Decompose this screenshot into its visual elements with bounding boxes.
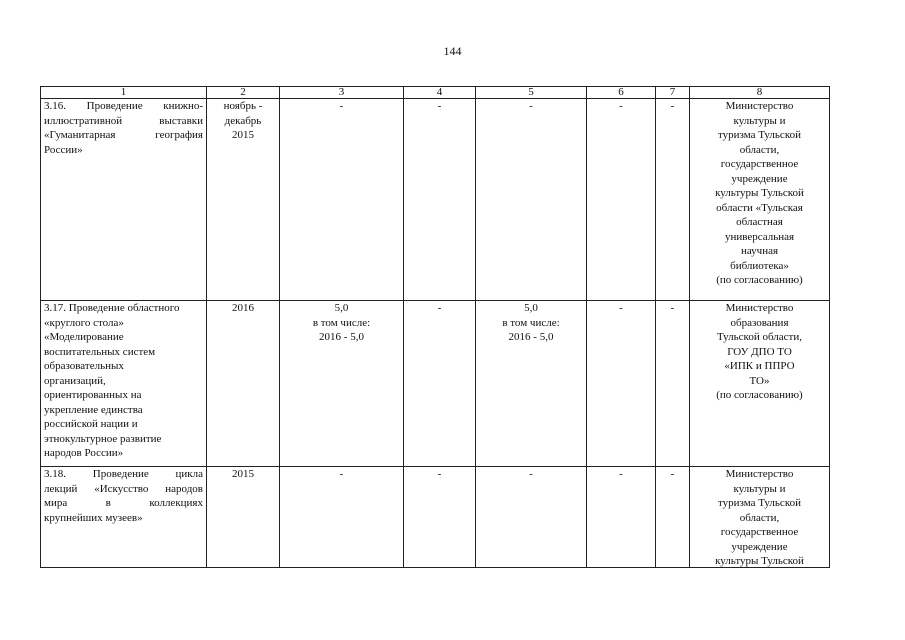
header-col-4: 4 (404, 87, 476, 99)
header-col-2: 2 (207, 87, 280, 99)
header-col-8: 8 (690, 87, 830, 99)
header-col-6: 6 (587, 87, 656, 99)
table-row (41, 467, 830, 568)
funding-federal-cell: - (404, 467, 476, 568)
header-col-7: 7 (656, 87, 690, 99)
funding-total-cell: - (280, 467, 404, 568)
period-cell: 2015 (207, 467, 280, 568)
funding-local-cell: - (587, 467, 656, 568)
event-name-cell: 3.16. Проведение книжно- иллюстративной выставки «Гуманитарная география России» (41, 99, 207, 301)
executor-cell: Министерство образования Тульской области, ГОУ ДПО ТО «ИПК и ППРО ТО» (по согласованию) (690, 301, 830, 467)
funding-other-cell: - (656, 99, 690, 301)
funding-regional-cell: - (476, 467, 587, 568)
table-row (41, 99, 830, 301)
period-cell: 2016 (207, 301, 280, 467)
page-number: 144 (443, 44, 462, 58)
funding-total-cell: 5,0 в том числе: 2016 - 5,0 (280, 301, 404, 467)
header-col-3: 3 (280, 87, 404, 99)
event-name-cell: 3.17. Проведение областного «круглого стола» «Моделирование воспитательных систем образовательных организаций, ориентированных на укрепление единства российской нации и этнокультурное развитие народов России» (41, 301, 207, 467)
header-row (41, 87, 830, 99)
funding-local-cell: - (587, 99, 656, 301)
funding-total-cell: - (280, 99, 404, 301)
funding-local-cell: - (587, 301, 656, 467)
funding-regional-cell: - (476, 99, 587, 301)
executor-cell: Министерство культуры и туризма Тульской области, государственное учреждение культуры Тульской области «Тульская областная универсальная научная библиотека» (по согласованию) (690, 99, 830, 301)
event-name-cell: 3.18. Проведение цикла лекций «Искусство народов мира в коллекциях крупнейших музеев» (41, 467, 207, 568)
funding-other-cell: - (656, 301, 690, 467)
funding-federal-cell: - (404, 99, 476, 301)
period-cell: ноябрь - декабрь 2015 (207, 99, 280, 301)
events-table (40, 86, 830, 568)
header-col-1: 1 (41, 87, 207, 99)
executor-cell: Министерство культуры и туризма Тульской области, государственное учреждение культуры Тульской (690, 467, 830, 568)
funding-regional-cell: 5,0 в том числе: 2016 - 5,0 (476, 301, 587, 467)
funding-other-cell: - (656, 467, 690, 568)
funding-federal-cell: - (404, 301, 476, 467)
table-row (41, 301, 830, 467)
header-col-5: 5 (476, 87, 587, 99)
